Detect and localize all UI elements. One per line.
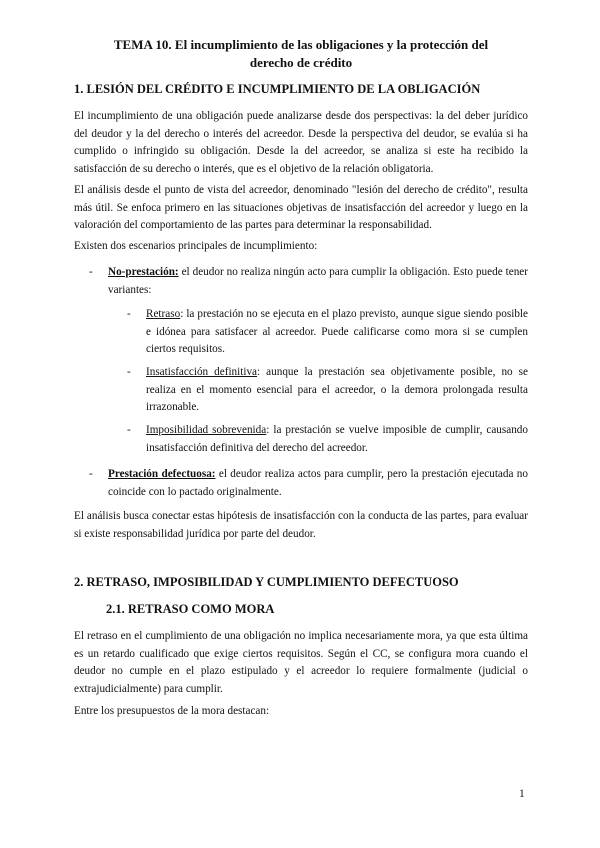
paragraph-1: El incumplimiento de una obligación puede analizarse desde dos perspectivas: la del deber jurídico del deudor y la del derecho o interés del acreedor. Desde la perspectiva del deudor, se evalúa si ha cumplido o infringido su obligación. Desde la del acreedor, se analiza si este ha recibido la satisfacción de su derecho o interés, que es el objetivo de la relación obligatoria. — [74, 110, 528, 175]
subbullet-text: : aunque la prestación sea objetivamente posible, no se realiza en el momento esencial para el acreedor, o la demora prolongada resulta irrazonable. — [146, 366, 528, 413]
subbullet-term: Retraso — [146, 308, 181, 320]
bullet-no-prestacion — [89, 264, 528, 299]
section-2-heading: 2. RETRASO, IMPOSIBILIDAD Y CUMPLIMIENTO DEFECTUOSO — [74, 575, 459, 589]
title-line-2: derecho de crédito — [249, 54, 353, 70]
paragraph-3: Existen dos escenarios principales de incumplimiento: — [74, 240, 318, 252]
bullet-term: Prestación defectuosa: — [108, 468, 216, 480]
subbullet-dash: - — [127, 424, 131, 436]
section-2-1-heading: 2.1. RETRASO COMO MORA — [106, 602, 275, 616]
subbullet-insatisfaccion — [127, 364, 528, 417]
subbullet-text: : la prestación se vuelve imposible de cumplir, causando insatisfacción definitiva del derecho del acreedor. — [146, 424, 528, 454]
subbullet-term: Insatisfacción definitiva — [146, 366, 258, 378]
section-1-heading: 1. LESIÓN DEL CRÉDITO E INCUMPLIMIENTO DE LA OBLIGACIÓN — [74, 82, 481, 96]
subbullet-dash: - — [127, 366, 131, 378]
title-line-1: TEMA 10. El incumplimiento de las obligaciones y la protección del — [113, 37, 489, 52]
paragraph-2: El análisis desde el punto de vista del acreedor, denominado "lesión del derecho de crédito", resulta más útil. Se enfoca primero en las situaciones objetivas de insatisfacción del acreedor y luego en la valoración del comportamiento de las partes para determinar la responsabilidad. — [74, 184, 528, 231]
paragraph-6: Entre los presupuestos de la mora destacan: — [74, 705, 270, 717]
bullet-term: No-prestación: — [108, 266, 179, 278]
subbullet-text: : la prestación no se ejecuta en el plazo previsto, aunque sigue siendo posible e idónea para satisfacer al acreedor. Puede calificarse como mora si se cumplen ciertos requisitos. — [146, 308, 528, 355]
paragraph-5: El retraso en el cumplimiento de una obligación no implica necesariamente mora, ya que esta última es un retardo cualificado que exige ciertos requisitos. Según el CC, se configura mora cuando el deudor no cumple en el plazo estipulado y el acreedor lo requiere formalmente (judicial o extrajudicialmente) para cumplir. — [74, 630, 528, 695]
subbullet-retraso — [127, 306, 528, 359]
bullet-prestacion-defectuosa — [89, 466, 528, 501]
bullet-text: el deudor realiza actos para cumplir, pero la prestación ejecutada no coincide con lo pactado originalmente. — [108, 468, 528, 498]
document-title — [74, 36, 528, 71]
bullet-dash: - — [89, 468, 93, 480]
subbullet-imposibilidad — [127, 422, 528, 457]
subbullet-term: Imposibilidad sobrevenida — [146, 424, 267, 436]
bullet-text: el deudor no realiza ningún acto para cumplir la obligación. Esto puede tener variantes: — [108, 266, 528, 296]
page-number: 1 — [519, 788, 525, 800]
subbullet-dash: - — [127, 308, 131, 320]
paragraph-4: El análisis busca conectar estas hipótesis de insatisfacción con la conducta de las partes, para evaluar si existe responsabilidad jurídica por parte del deudor. — [74, 510, 528, 540]
bullet-dash: - — [89, 266, 93, 278]
